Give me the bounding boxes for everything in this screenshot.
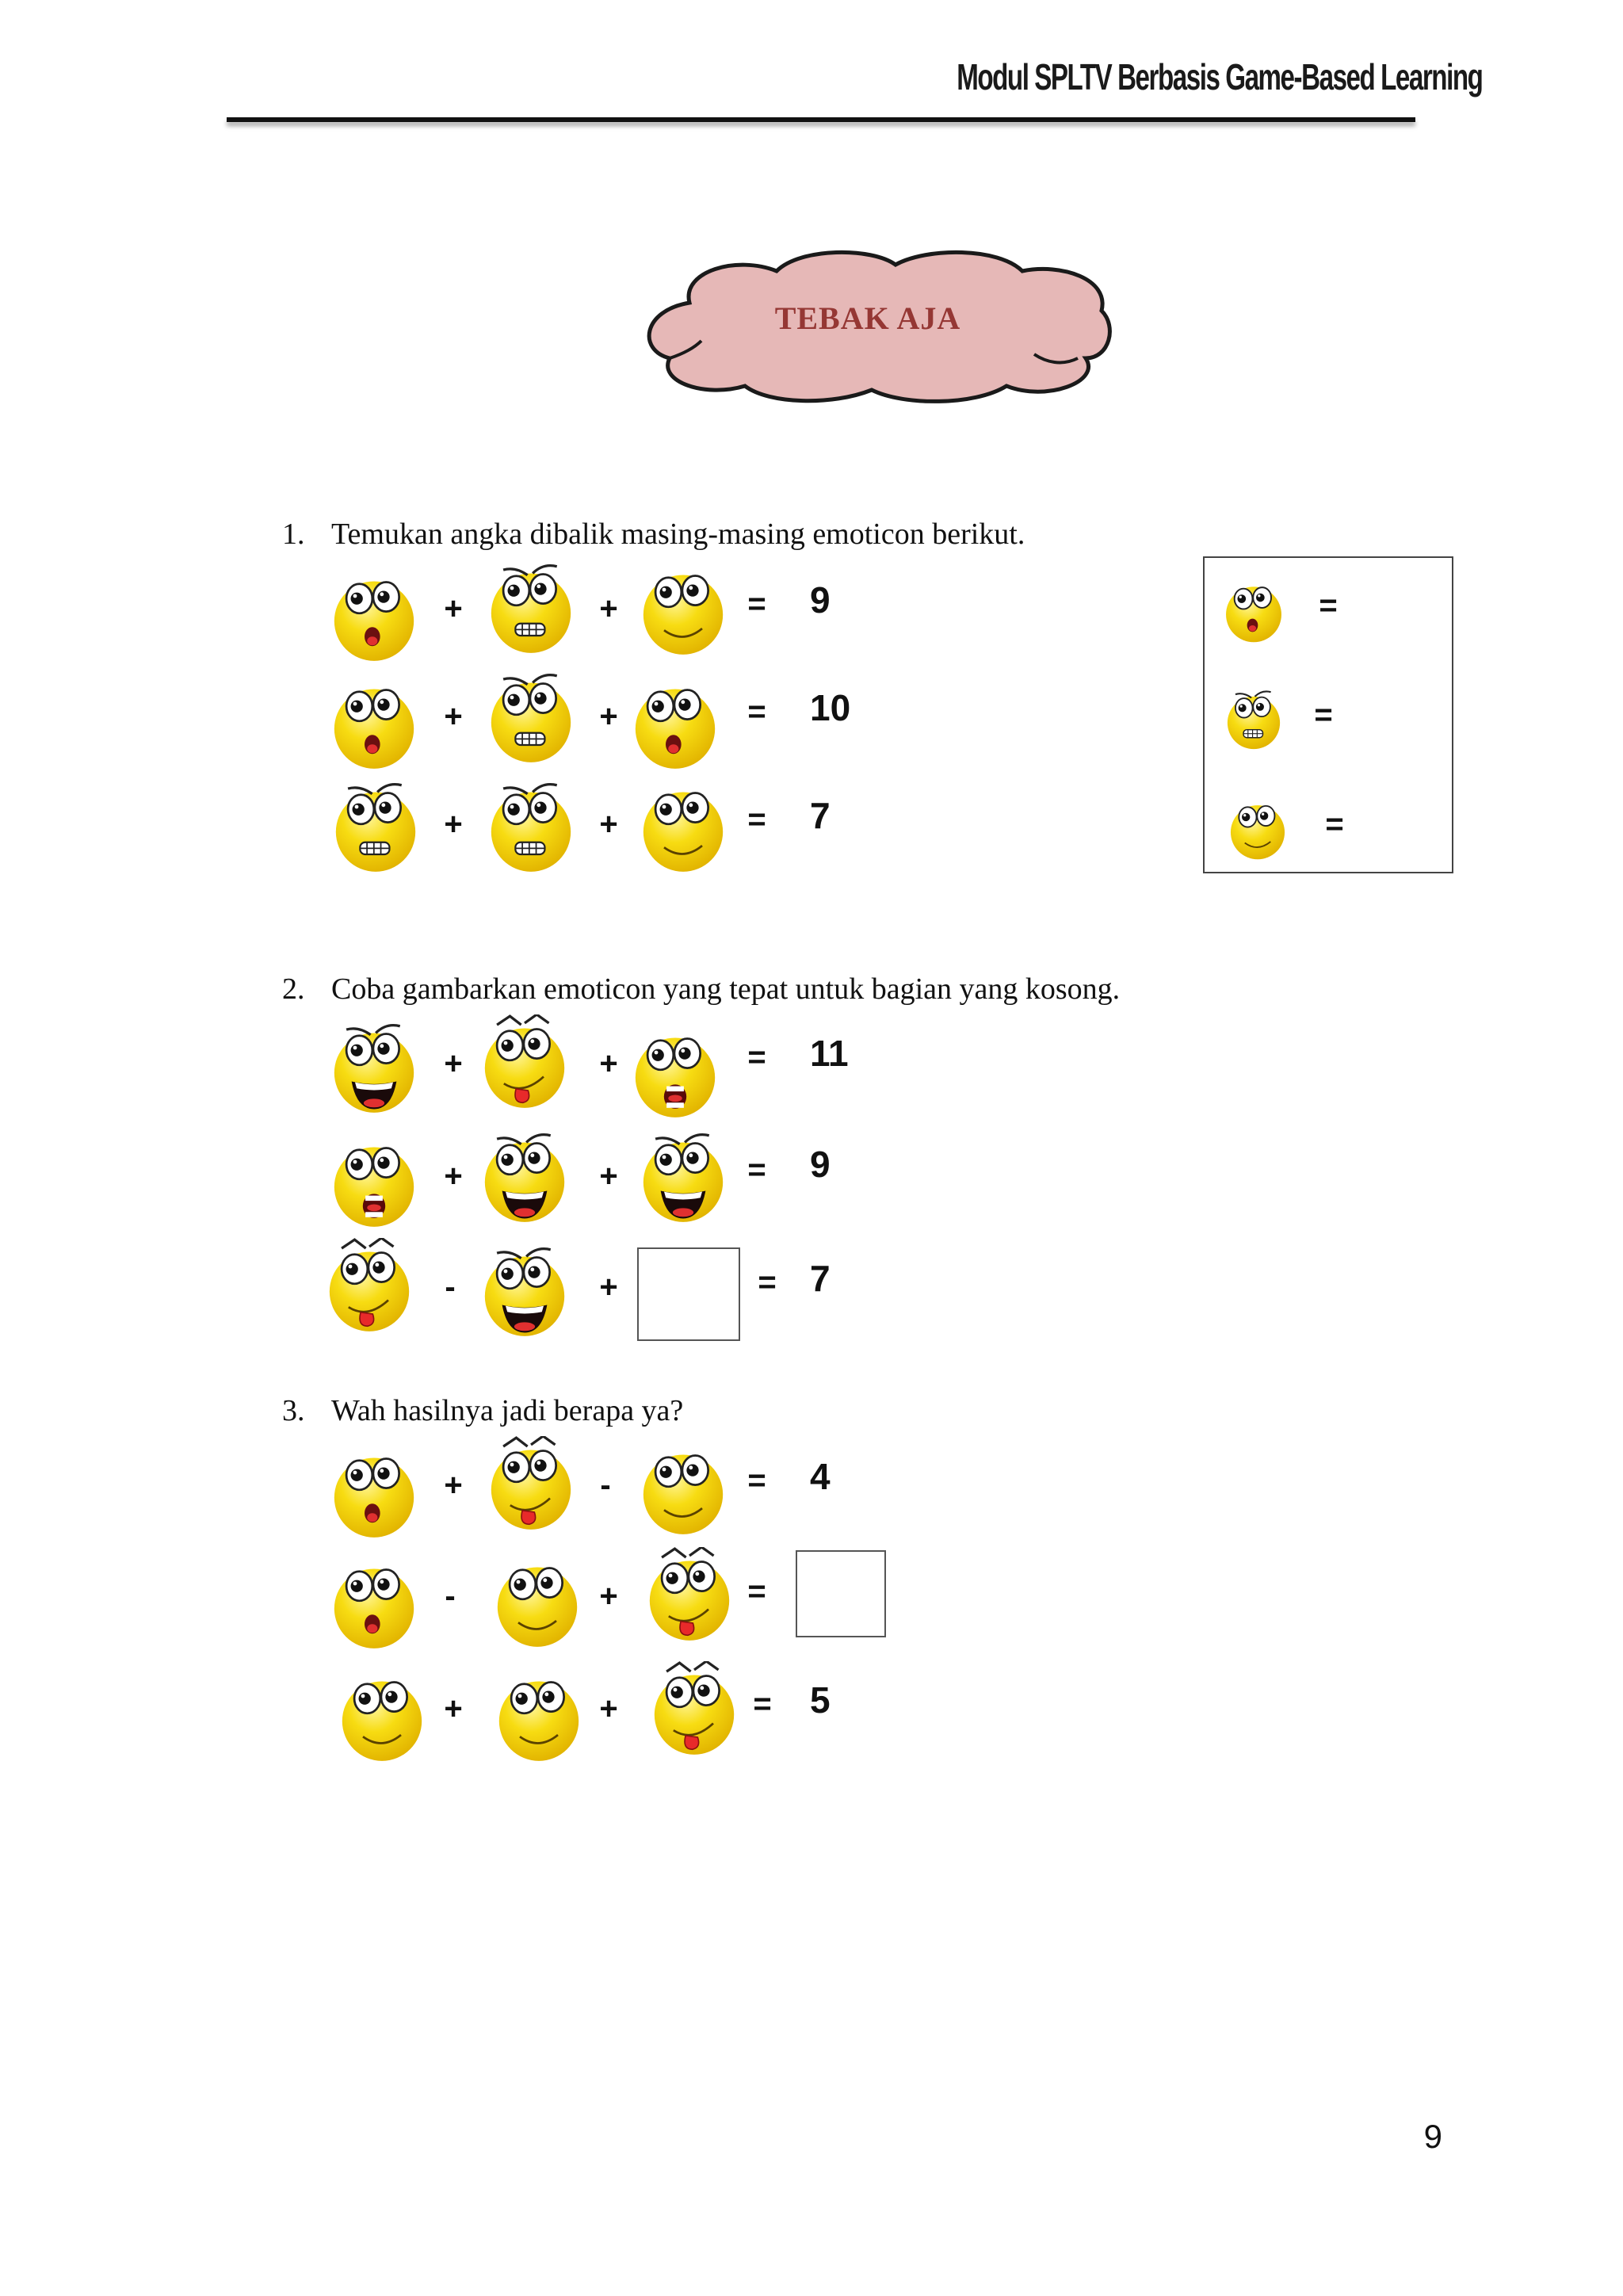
- smile-face-icon: [639, 561, 727, 656]
- smile-face-icon: [639, 1441, 727, 1536]
- operator: =: [753, 1687, 772, 1721]
- surprised-face-icon: [330, 675, 418, 770]
- surprised-face-icon: [330, 1444, 418, 1539]
- result-value: 5: [810, 1679, 831, 1721]
- operator: =: [747, 1152, 766, 1187]
- result-value: 11: [810, 1033, 849, 1074]
- result-value: 9: [810, 1144, 831, 1185]
- operator: =: [747, 694, 766, 729]
- operator: +: [444, 1691, 463, 1726]
- operator: -: [600, 1468, 611, 1503]
- header-rule: [227, 117, 1415, 122]
- operator: =: [747, 1463, 766, 1498]
- grit-face-icon: [487, 778, 575, 873]
- question-1: [282, 517, 1025, 552]
- operator: +: [599, 1270, 618, 1305]
- result-value: 7: [810, 1258, 831, 1299]
- grit-face-icon: [331, 778, 420, 873]
- operator: +: [599, 1046, 618, 1081]
- question-text: Temukan angka dibalik masing-masing emoticon berikut.: [331, 518, 1025, 551]
- result-value: 10: [810, 687, 851, 728]
- operator: +: [444, 1468, 463, 1503]
- tongue-face-icon: [650, 1661, 739, 1756]
- laugh-face-icon: [480, 1129, 569, 1224]
- surprised-face-icon: [330, 567, 418, 663]
- operator: +: [599, 1159, 618, 1194]
- header-title: Modul SPLTV Berbasis Game-Based Learning: [957, 56, 1483, 97]
- operator: -: [445, 1579, 456, 1614]
- laugh-face-icon: [480, 1243, 569, 1338]
- question-2: [282, 972, 1120, 1007]
- smile-face-icon: [338, 1668, 426, 1763]
- laugh-face-icon: [639, 1129, 727, 1224]
- blank-answer-box[interactable]: [637, 1247, 740, 1341]
- question-text: Coba gambarkan emoticon yang tepat untuk bagian yang kosong.: [331, 972, 1121, 1006]
- operator: +: [444, 699, 463, 734]
- surprised-face-icon: [631, 675, 720, 770]
- page-number: 9: [1423, 2118, 1442, 2155]
- banner-title: TEBAK AJA: [774, 300, 961, 336]
- scream-face-icon: [631, 1024, 720, 1119]
- smile-face-icon: [493, 1553, 582, 1648]
- operator: +: [599, 1579, 618, 1614]
- result-value: 7: [810, 795, 831, 836]
- surprised-face-icon: [330, 1555, 418, 1650]
- tongue-face-icon: [487, 1436, 575, 1531]
- surprised-face-icon: [1224, 577, 1284, 644]
- answer-equals: =: [1325, 807, 1344, 842]
- result-value: 4: [810, 1456, 831, 1497]
- grit-face-icon: [487, 669, 575, 764]
- smile-face-icon: [495, 1668, 583, 1763]
- operator: =: [747, 1040, 766, 1075]
- operator: +: [444, 591, 463, 626]
- operator: +: [599, 699, 618, 734]
- smile-face-icon: [639, 778, 727, 873]
- operator: +: [444, 807, 463, 842]
- question-text: Wah hasilnya jadi berapa ya?: [331, 1394, 684, 1427]
- question-3: [282, 1393, 683, 1428]
- question-number: 2.: [282, 972, 305, 1006]
- smile-face-icon: [1228, 796, 1287, 861]
- operator: +: [599, 591, 618, 626]
- operator: +: [444, 1046, 463, 1081]
- scream-face-icon: [330, 1133, 418, 1228]
- question-number: 3.: [282, 1394, 305, 1427]
- operator: +: [599, 807, 618, 842]
- answer-equals: =: [1314, 697, 1333, 732]
- operator: =: [758, 1265, 777, 1300]
- laugh-face-icon: [330, 1019, 418, 1114]
- tongue-face-icon: [480, 1014, 569, 1110]
- tongue-face-icon: [325, 1238, 414, 1333]
- operator: =: [747, 1574, 766, 1609]
- answer-equals: =: [1319, 588, 1338, 623]
- grit-face-icon: [487, 560, 575, 655]
- operator: +: [444, 1159, 463, 1194]
- operator: -: [445, 1270, 456, 1305]
- result-value: 9: [810, 579, 831, 621]
- question-number: 1.: [282, 518, 305, 551]
- operator: +: [599, 1691, 618, 1726]
- operator: =: [747, 586, 766, 621]
- blank-result-box[interactable]: [796, 1550, 886, 1637]
- operator: =: [747, 802, 766, 837]
- tongue-face-icon: [645, 1547, 734, 1642]
- grit-face-icon: [1225, 686, 1282, 751]
